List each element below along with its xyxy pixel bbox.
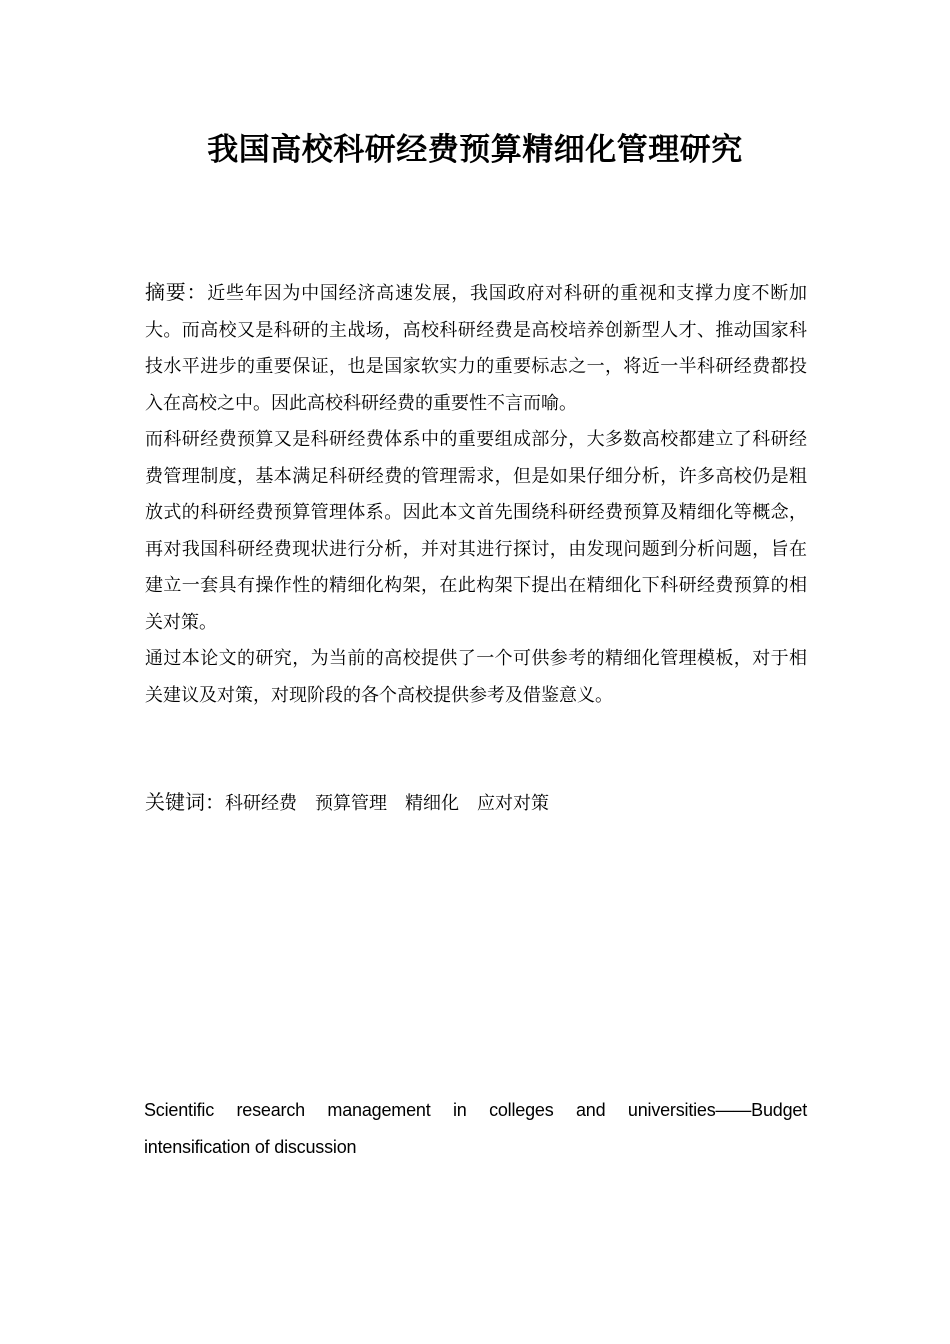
abstract-section: [145, 274, 807, 714]
document-title: 我国高校科研经费预算精细化管理研究: [207, 132, 743, 168]
keyword: 预算管理: [315, 793, 387, 814]
keywords-section: [145, 785, 807, 821]
abstract-paragraph: 而科研经费预算又是科研经费体系中的重要组成部分，大多数高校都建立了科研经费管理制度，基本满足科研经费的管理需求，但是如果仔细分析，许多高校仍是粗放式的科研经费预算管理体系。因此本文首先围绕科研经费预算及精细化等概念，再对我国科研经费现状进行分析，并对其进行探讨，由发现问题到分析问题，旨在建立一套具有操作性的精细化构架，在此构架下提出在精细化下科研经费预算的相关对策。: [145, 429, 807, 633]
english-title: Scientific research management in colleges and universities——Budget intensification of discussion: [144, 1100, 807, 1157]
keyword: 应对对策: [477, 793, 549, 814]
keyword: 精细化: [405, 793, 459, 814]
abstract-paragraph-text: 近些年因为中国经济高速发展，我国政府对科研的重视和支撑力度不断加大。而高校又是科研的主战场，高校科研经费是高校培养创新型人才、推动国家科技水平进步的重要保证，也是国家软实力的重要标志之一，将近一半科研经费都投入在高校之中。因此高校科研经费的重要性不言而喻。: [145, 283, 807, 414]
keyword: 科研经费: [225, 793, 297, 814]
abstract-paragraph: [145, 274, 807, 422]
abstract-label: 摘要：: [145, 280, 208, 304]
abstract-paragraph: 通过本论文的研究，为当前的高校提供了一个可供参考的精细化管理模板，对于相关建议及对策，对现阶段的各个高校提供参考及借鉴意义。: [145, 648, 807, 706]
keywords-label: 关键词：: [145, 790, 225, 814]
